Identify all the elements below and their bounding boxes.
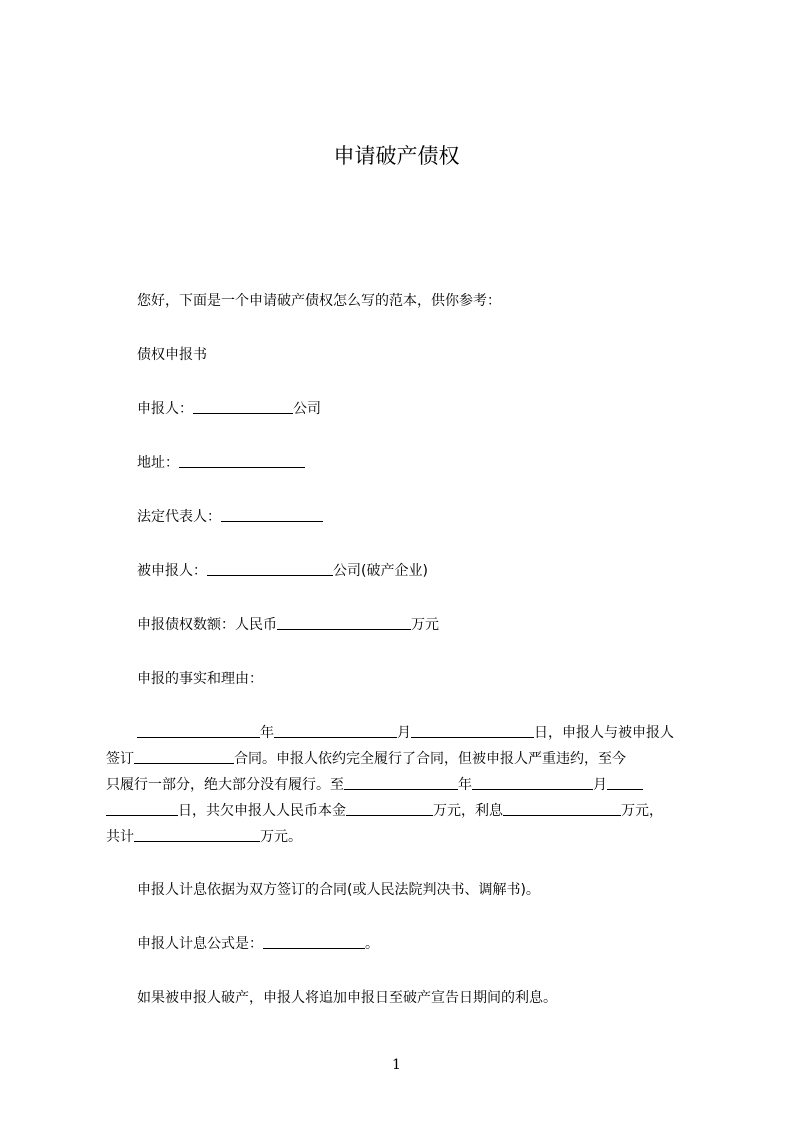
facts-row-4 xyxy=(106,798,700,824)
formula-suffix: 。 xyxy=(365,936,379,952)
address-line xyxy=(137,453,305,473)
date-blank xyxy=(344,775,458,790)
page-number: 1 xyxy=(392,1057,401,1073)
facts-day2-text: 日，共欠申报人人民币本金 xyxy=(178,803,346,819)
legal-rep-label: 法定代表人： xyxy=(137,509,221,525)
formula-label: 申报人计息公式是： xyxy=(137,936,263,952)
respondent-line xyxy=(137,561,428,581)
facts-row-3 xyxy=(106,772,700,798)
legal-rep-blank xyxy=(221,507,323,522)
address-blank xyxy=(179,453,305,468)
facts-month2: 月 xyxy=(593,777,607,793)
applicant-blank xyxy=(193,399,293,414)
facts-partial-text: 只履行一部分，绝大部分没有履行。至 xyxy=(106,777,344,793)
principal-blank xyxy=(346,801,433,816)
applicant-line xyxy=(137,399,321,419)
date-blank xyxy=(607,775,643,790)
facts-signed: 签订 xyxy=(106,751,134,767)
date-blank xyxy=(472,775,593,790)
bankruptcy-note: 如果被申报人破产，申报人将追加申报日至破产宣告日期间的利息。 xyxy=(137,990,557,1006)
facts-contract-text: 合同。申报人依约完全履行了合同，但被申报人严重违约，至今 xyxy=(234,751,626,767)
interest-basis-text: 申报人计息依据为双方签订的合同(或人民法院判决书、调解书)。 xyxy=(137,882,540,898)
facts-row-5 xyxy=(106,824,700,850)
facts-total: 共计 xyxy=(106,829,134,845)
applicant-suffix: 公司 xyxy=(293,401,321,417)
section-heading: 债权申报书 xyxy=(137,347,207,363)
respondent-blank xyxy=(207,561,333,576)
page-title: 申请破产债权 xyxy=(333,144,460,168)
facts-paragraph xyxy=(106,720,700,850)
facts-year: 年 xyxy=(260,725,274,741)
facts-row-1 xyxy=(106,720,700,746)
facts-heading: 申报的事实和理由： xyxy=(137,671,263,687)
facts-day-text: 日，申报人与被申报人 xyxy=(534,725,674,741)
formula-blank xyxy=(263,934,365,949)
amount-suffix: 万元 xyxy=(411,617,439,633)
date-blank xyxy=(411,723,534,738)
date-blank xyxy=(106,801,178,816)
formula-line xyxy=(137,934,379,954)
contract-blank xyxy=(134,749,234,764)
facts-wanyuan1: 万元，利息 xyxy=(433,803,503,819)
amount-blank xyxy=(277,615,411,630)
total-blank xyxy=(134,827,260,842)
interest-blank xyxy=(503,801,621,816)
date-blank xyxy=(274,723,397,738)
respondent-suffix: 公司(破产企业) xyxy=(333,563,428,579)
facts-year2: 年 xyxy=(458,777,472,793)
facts-wanyuan2: 万元， xyxy=(621,803,663,819)
intro-text: 您好，下面是一个申请破产债权怎么写的范本，供你参考： xyxy=(137,293,501,309)
facts-month: 月 xyxy=(397,725,411,741)
amount-label: 申报债权数额：人民币 xyxy=(137,617,277,633)
date-blank xyxy=(137,723,260,738)
address-label: 地址： xyxy=(137,455,179,471)
amount-line xyxy=(137,615,439,635)
facts-row-2 xyxy=(106,746,700,772)
legal-rep-line xyxy=(137,507,323,527)
applicant-label: 申报人： xyxy=(137,401,193,417)
respondent-label: 被申报人： xyxy=(137,563,207,579)
facts-wanyuan3: 万元。 xyxy=(260,829,302,845)
